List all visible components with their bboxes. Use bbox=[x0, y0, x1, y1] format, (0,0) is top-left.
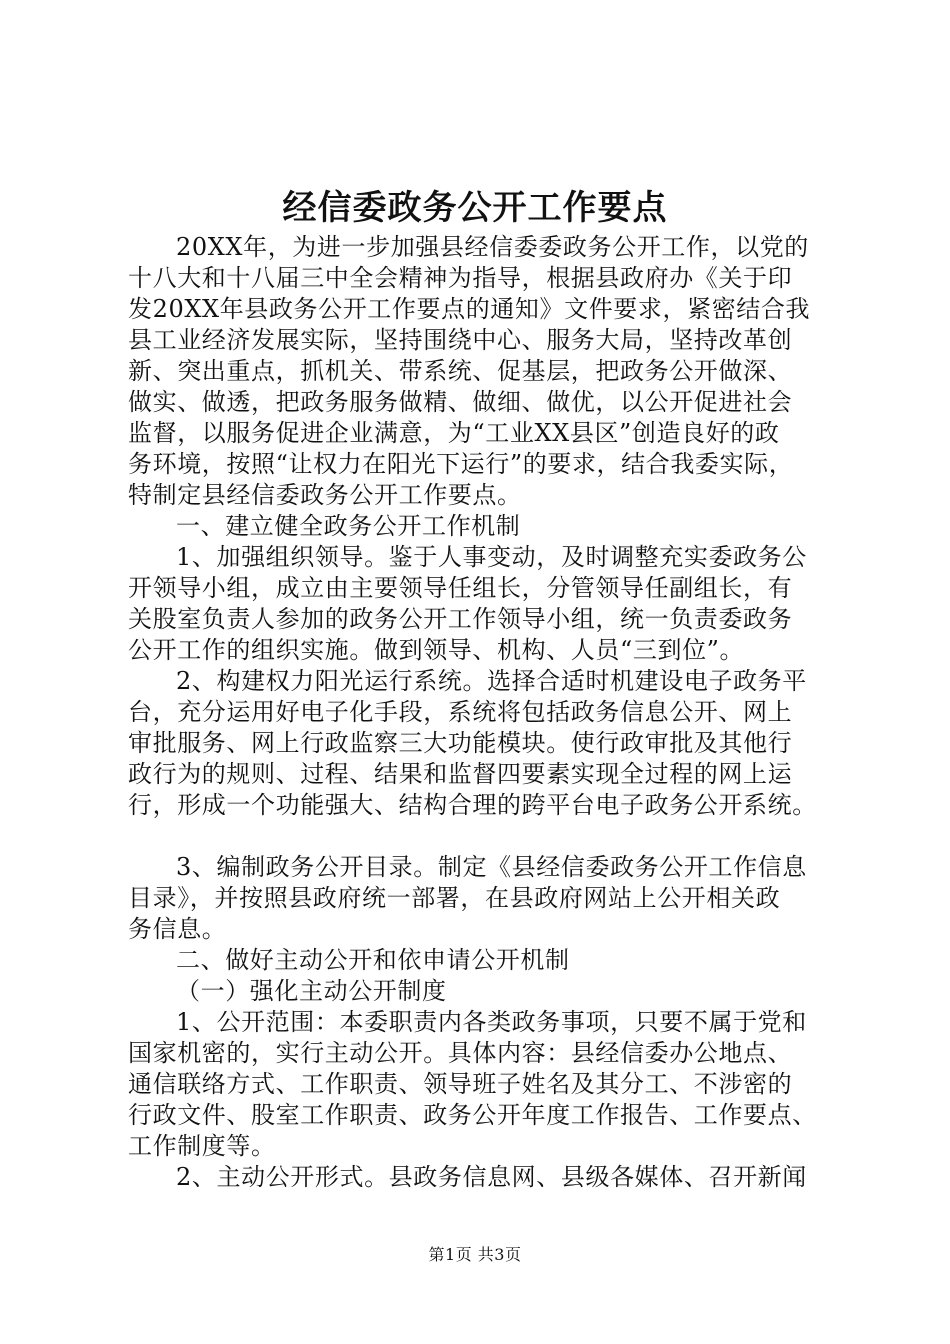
text-line: 务环境，按照“让权力在阳光下运行”的要求，结合我委实际， bbox=[128, 450, 794, 478]
text-line: 3、编制政务公开目录。制定《县经信委政务公开工作信息 bbox=[176, 853, 807, 881]
document-title: 经信委政务公开工作要点 bbox=[282, 188, 668, 228]
text-line: 工作制度等。 bbox=[128, 1132, 276, 1160]
text-line: 开领导小组，成立由主要领导任组长，分管领导任副组长，有 bbox=[128, 574, 793, 602]
text-line: 政行为的规则、过程、结果和监督四要素实现全过程的网上运 bbox=[128, 760, 793, 788]
text-line: 2、主动公开形式。县政务信息网、县级各媒体、召开新闻 bbox=[176, 1163, 807, 1191]
text-line: 关股室负责人参加的政务公开工作领导小组，统一负责委政务 bbox=[128, 605, 793, 633]
text-line: 公开工作的组织实施。做到领导、机构、人员“三到位”。 bbox=[128, 636, 745, 664]
text-line: 做实、做透，把政务服务做精、做细、做优，以公开促进社会 bbox=[128, 388, 793, 416]
text-line: 新、突出重点，抓机关、带系统、促基层，把政务公开做深、 bbox=[128, 357, 793, 385]
text-line: （一）强化主动公开制度 bbox=[176, 977, 447, 1005]
page-number-footer: 第1页 共3页 bbox=[428, 1245, 522, 1264]
text-line: 监督，以服务促进企业满意，为“工业XX县区”创造良好的政 bbox=[128, 419, 780, 447]
text-line: 发20XX年县政务公开工作要点的通知》文件要求，紧密结合我 bbox=[128, 295, 811, 323]
text-line: 行政文件、股室工作职责、政务公开年度工作报告、工作要点、 bbox=[128, 1101, 817, 1129]
text-line: 1、加强组织领导。鉴于人事变动，及时调整充实委政务公 bbox=[176, 543, 807, 571]
text-line: 十八大和十八届三中全会精神为指导，根据县政府办《关于印 bbox=[128, 264, 793, 292]
text-line: 目录》，并按照县政府统一部署，在县政府网站上公开相关政 bbox=[128, 884, 781, 912]
text-line: 特制定县经信委政务公开工作要点。 bbox=[128, 481, 522, 509]
text-line: 行，形成一个功能强大、结构合理的跨平台电子政务公开系统。 bbox=[128, 791, 817, 819]
text-line: 台，充分运用好电子化手段，系统将包括政务信息公开、网上 bbox=[128, 698, 793, 726]
text-line: 1、公开范围：本委职责内各类政务事项，只要不属于党和 bbox=[176, 1008, 807, 1036]
document-body bbox=[128, 232, 840, 1193]
text-line: 通信联络方式、工作职责、领导班子姓名及其分工、不涉密的 bbox=[128, 1070, 793, 1098]
text-line: 国家机密的，实行主动公开。具体内容：县经信委办公地点、 bbox=[128, 1039, 793, 1067]
text-line: 2、构建权力阳光运行系统。选择合适时机建设电子政务平 bbox=[176, 667, 807, 695]
blank-line bbox=[128, 821, 840, 852]
text-line: 一、建立健全政务公开工作机制 bbox=[176, 512, 521, 540]
text-line: 审批服务、网上行政监察三大功能模块。使行政审批及其他行 bbox=[128, 729, 793, 757]
text-line: 二、做好主动公开和依申请公开机制 bbox=[176, 946, 570, 974]
text-line: 务信息。 bbox=[128, 915, 227, 943]
text-line: 20XX年，为进一步加强县经信委委政务公开工作，以党的 bbox=[176, 233, 809, 261]
text-line: 县工业经济发展实际，坚持围绕中心、服务大局，坚持改革创 bbox=[128, 326, 793, 354]
